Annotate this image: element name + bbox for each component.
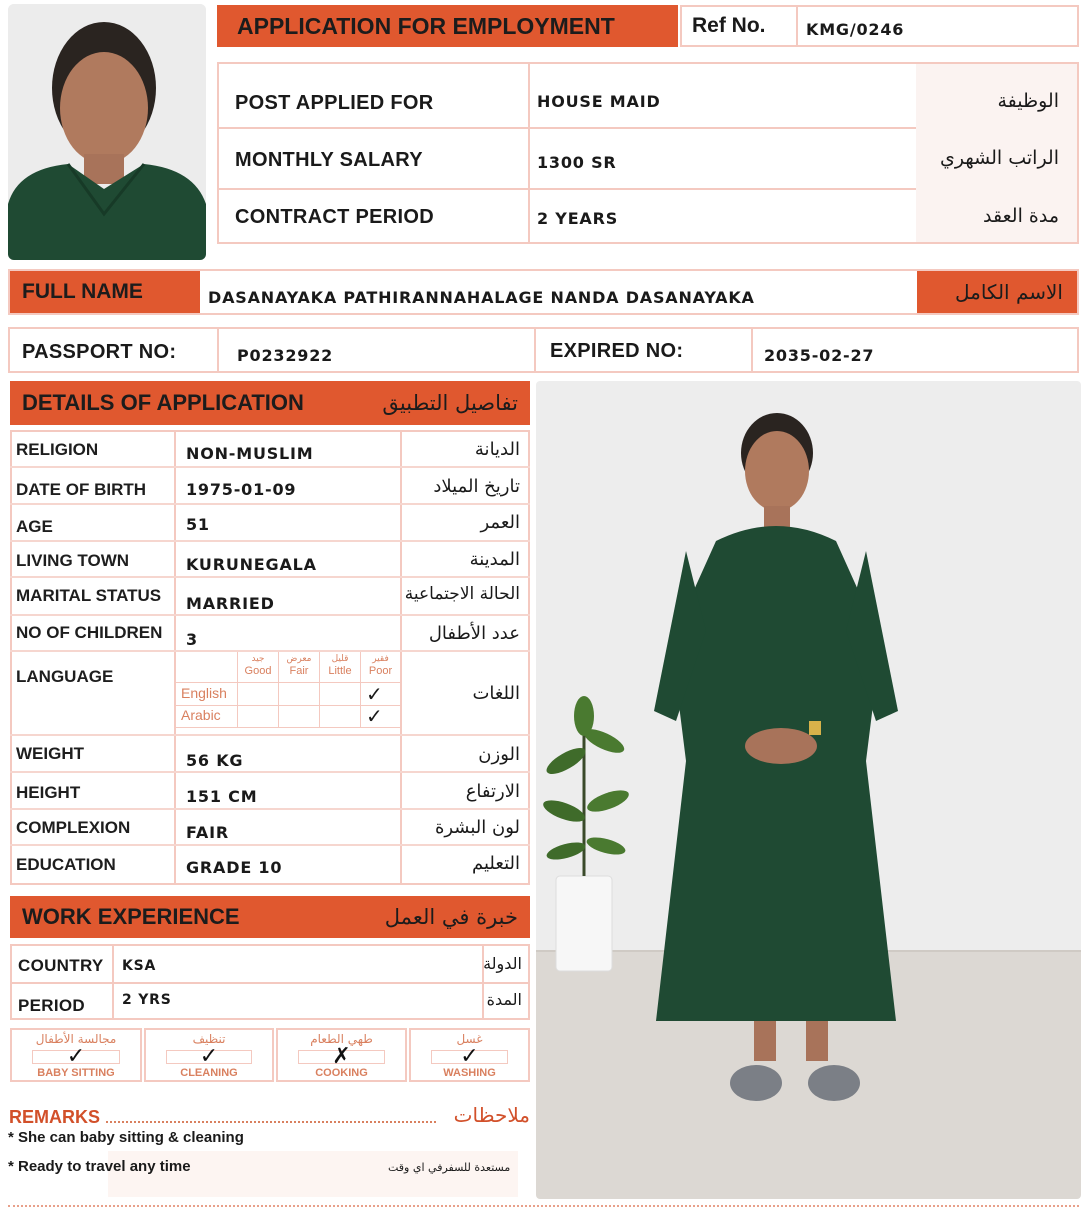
contract-period-label: CONTRACT PERIOD xyxy=(235,206,434,228)
remarks-section xyxy=(8,1103,530,1203)
children-arabic: عدد الأطفال xyxy=(428,623,520,644)
children-value: 3 xyxy=(186,630,198,649)
contract-period-arabic: مدة العقد xyxy=(983,205,1059,227)
remark-line-1: * She can baby sitting & cleaning xyxy=(8,1129,244,1146)
full-name-label: FULL NAME xyxy=(22,280,143,303)
children-label: NO OF CHILDREN xyxy=(16,623,163,642)
dob-arabic: تاريخ الميلاد xyxy=(433,476,520,497)
remark-line-2-arabic: مستعدة للسفرفي اي وقت xyxy=(388,1161,511,1174)
work-experience-title: WORK EXPERIENCE xyxy=(22,904,240,929)
washing-check: ✓ xyxy=(460,1044,479,1069)
job-table xyxy=(217,62,1079,244)
monthly-salary-arabic: الراتب الشهري xyxy=(940,147,1059,169)
complexion-value: FAIR xyxy=(186,823,229,842)
detail-row-complexion xyxy=(10,810,530,846)
ref-label: Ref No. xyxy=(692,14,766,37)
applicant-full-body-photo xyxy=(536,381,1081,1199)
remarks-label-arabic: ملاحظات xyxy=(453,1103,530,1127)
living-town-arabic: المدينة xyxy=(469,549,520,570)
work-experience-header xyxy=(10,896,530,938)
full-name-value: DASANAYAKA PATHIRANNAHALAGE NANDA DASANAYAKA xyxy=(208,288,755,307)
work-country-value: KSA xyxy=(122,958,157,974)
living-town-value: KURUNEGALA xyxy=(186,555,317,574)
level-little: قليل Little xyxy=(328,654,352,677)
level-fair: معرض Fair xyxy=(286,654,312,677)
remarks-label: REMARKS xyxy=(9,1107,101,1127)
language-label: LANGUAGE xyxy=(16,667,114,686)
height-value: 151 CM xyxy=(186,787,258,806)
detail-row-age xyxy=(10,505,530,542)
form-title-bar xyxy=(217,5,678,47)
details-header xyxy=(10,381,530,425)
work-experience-title-arabic: خبرة في العمل xyxy=(384,905,518,929)
detail-row-religion xyxy=(10,430,530,468)
age-arabic: العمر xyxy=(480,512,520,533)
bottom-dotted-divider xyxy=(8,1205,1079,1207)
expiry-value: 2035-02-27 xyxy=(764,346,875,365)
living-town-label: LIVING TOWN xyxy=(16,551,130,570)
english-poor-check: ✓ xyxy=(366,682,383,706)
complexion-arabic: لون البشرة xyxy=(434,817,520,838)
religion-value: NON-MUSLIM xyxy=(186,444,314,463)
post-applied-value: HOUSE MAID xyxy=(537,92,661,111)
dob-label: DATE OF BIRTH xyxy=(16,480,147,499)
weight-label: WEIGHT xyxy=(16,744,84,763)
cleaning-check: ✓ xyxy=(199,1044,219,1069)
level-poor: فقير Poor xyxy=(368,654,393,677)
marital-status-arabic: الحالة الاجتماعية xyxy=(404,584,520,604)
detail-row-dob xyxy=(10,468,530,505)
education-value: GRADE 10 xyxy=(186,858,283,877)
detail-row-children xyxy=(10,616,530,652)
passport-label: PASSPORT NO: xyxy=(22,341,177,363)
expiry-label: EXPIRED NO: xyxy=(550,340,684,362)
level-good: جيد Good xyxy=(244,654,272,677)
post-applied-arabic: الوظيفة xyxy=(997,90,1059,112)
contract-period-value: 2 YEARS xyxy=(537,209,619,228)
post-applied-label: POST APPLIED FOR xyxy=(235,92,434,114)
details-title-arabic: تفاصيل التطبيق xyxy=(382,391,518,415)
complexion-label: COMPLEXION xyxy=(16,818,131,837)
work-period-value: 2 YRS xyxy=(122,992,172,1008)
weight-arabic: الوزن xyxy=(478,744,520,765)
education-label: EDUCATION xyxy=(16,855,116,874)
work-country-label: COUNTRY xyxy=(18,956,104,975)
detail-row-marital xyxy=(10,578,530,616)
baby-sitting-check: ✓ xyxy=(66,1044,86,1069)
marital-status-value: MARRIED xyxy=(186,594,275,613)
language-arabic-name: Arabic xyxy=(181,707,221,723)
skill-cooking: طهي الطعام ✗ COOKING xyxy=(276,1028,407,1082)
passport-row xyxy=(8,327,1079,373)
religion-label: RELIGION xyxy=(16,440,99,459)
full-name-row xyxy=(8,269,1079,315)
height-arabic: الارتفاع xyxy=(465,781,520,802)
marital-status-label: MARITAL STATUS xyxy=(16,586,162,605)
education-arabic: التعليم xyxy=(472,853,520,874)
ref-value: KMG/0246 xyxy=(806,20,905,39)
weight-value: 56 KG xyxy=(186,751,244,770)
height-label: HEIGHT xyxy=(16,783,81,802)
detail-row-height xyxy=(10,773,530,810)
detail-row-town xyxy=(10,542,530,578)
language-grid xyxy=(176,652,400,736)
full-name-arabic: الاسم الكامل xyxy=(954,280,1063,304)
ref-label-cell xyxy=(680,5,798,47)
work-country-arabic: الدولة xyxy=(483,954,522,973)
religion-arabic: الديانة xyxy=(474,439,520,460)
monthly-salary-label: MONTHLY SALARY xyxy=(235,149,423,171)
skill-washing: غسل ✓ WASHING xyxy=(409,1028,530,1082)
form-title: APPLICATION FOR EMPLOYMENT xyxy=(237,12,615,39)
language-english: English xyxy=(181,685,227,701)
ref-value-cell xyxy=(798,5,1079,47)
arabic-poor-check: ✓ xyxy=(366,704,383,728)
language-arabic: اللغات xyxy=(472,683,520,704)
skill-cleaning: تنظيف ✓ CLEANING xyxy=(144,1028,274,1082)
age-label: AGE xyxy=(16,517,53,536)
work-period-arabic: المدة xyxy=(486,990,522,1009)
monthly-salary-value: 1300 SR xyxy=(537,153,617,172)
details-title: DETAILS OF APPLICATION xyxy=(22,390,304,415)
detail-row-education xyxy=(10,846,530,885)
detail-row-weight xyxy=(10,736,530,773)
remark-line-2: * Ready to travel any time xyxy=(8,1158,191,1175)
work-period-label: PERIOD xyxy=(18,996,85,1015)
skill-baby-sitting: مجالسة الأطفال ✓ BABY SITTING xyxy=(10,1028,142,1082)
cooking-cross: ✗ xyxy=(332,1044,351,1069)
work-table xyxy=(10,944,530,1020)
passport-value: P0232922 xyxy=(237,346,334,365)
dob-value: 1975-01-09 xyxy=(186,480,297,499)
applicant-portrait-photo xyxy=(8,4,206,260)
age-value: 51 xyxy=(186,515,210,534)
